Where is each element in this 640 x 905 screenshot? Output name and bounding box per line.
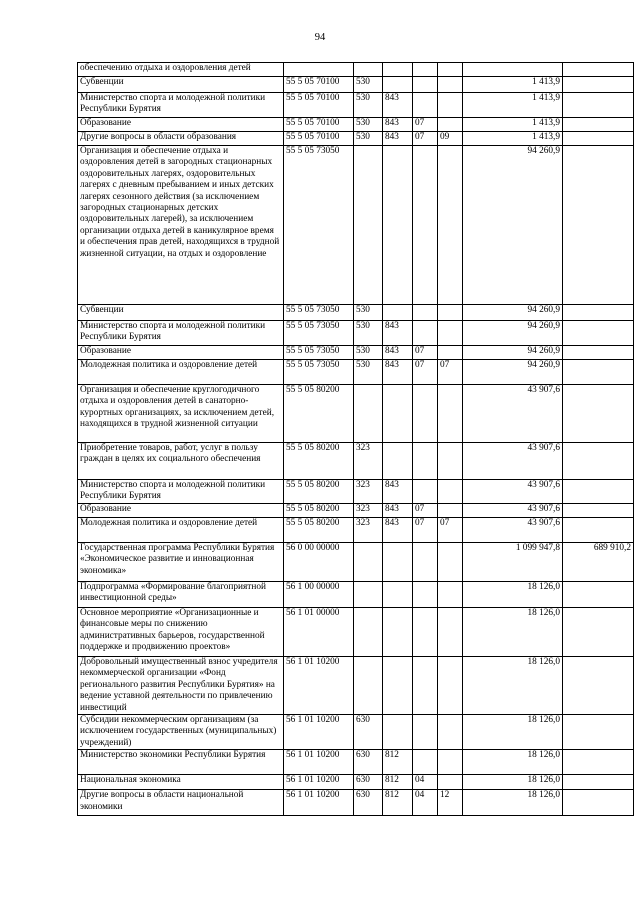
row-rz [413, 63, 438, 77]
row-pr [438, 321, 463, 346]
row-name: Национальная экономика [78, 775, 284, 790]
row-sum-2 [563, 118, 634, 132]
row-name: Организация и обеспечение отдыха и оздоровления детей в загородных стационарных оздоровительных лагерях, оздоровительных лагерях с дневным пребыванием и иных детских лагерях сезонного действия (за исключением загородных стационарных детских оздоровительных лагерей), за исключением организации отдыха детей в каникулярное время и обеспечения прав детей, находящихся в трудной жизненной ситуации, на отдых и оздоровление [78, 146, 284, 305]
row-pr [438, 504, 463, 518]
row-sum-2 [563, 775, 634, 790]
row-pr [438, 146, 463, 305]
row-csr: 55 5 05 80200 [284, 480, 354, 504]
row-name: Организация и обеспечение круглогодичного отдыха и оздоровления детей в санаторно-курортных организациях, за исключением детей, находящихся в трудной жизненной ситуации [78, 385, 284, 443]
row-sum-2 [563, 346, 634, 360]
row-name: Субвенции [78, 77, 284, 93]
row-rz: 07 [413, 132, 438, 146]
row-vr [354, 146, 383, 305]
row-grbs [383, 443, 413, 480]
row-sum-2 [563, 480, 634, 504]
row-sum-2: 689 910,2 [563, 543, 634, 582]
row-pr [438, 385, 463, 443]
row-rz [413, 146, 438, 305]
row-vr: 323 [354, 518, 383, 543]
row-sum-1: 18 126,0 [463, 750, 563, 775]
row-sum-1: 18 126,0 [463, 790, 563, 816]
row-csr: 55 5 05 70100 [284, 118, 354, 132]
row-name: Министерство спорта и молодежной политики Республики Бурятия [78, 321, 284, 346]
row-csr: 55 5 05 73050 [284, 346, 354, 360]
row-vr: 630 [354, 790, 383, 816]
row-vr [354, 608, 383, 657]
table-row [78, 63, 634, 77]
table-row [78, 715, 634, 750]
row-pr: 09 [438, 132, 463, 146]
row-rz [413, 608, 438, 657]
row-name: Министерство спорта и молодежной политики Республики Бурятия [78, 480, 284, 504]
row-pr [438, 608, 463, 657]
row-pr [438, 346, 463, 360]
row-csr: 55 5 05 70100 [284, 132, 354, 146]
table-row [78, 504, 634, 518]
row-pr: 07 [438, 360, 463, 385]
row-sum-2 [563, 77, 634, 93]
row-rz: 04 [413, 775, 438, 790]
table-row [78, 146, 634, 305]
table-row [78, 346, 634, 360]
table-row [78, 360, 634, 385]
row-sum-2 [563, 321, 634, 346]
row-vr [354, 582, 383, 608]
row-vr: 530 [354, 77, 383, 93]
row-pr [438, 305, 463, 321]
row-grbs [383, 543, 413, 582]
row-name: обеспечению отдыха и оздоровления детей [78, 63, 284, 77]
row-pr: 12 [438, 790, 463, 816]
row-sum-2 [563, 146, 634, 305]
row-rz: 07 [413, 118, 438, 132]
row-sum-2 [563, 518, 634, 543]
row-grbs [383, 305, 413, 321]
row-sum-1: 18 126,0 [463, 657, 563, 715]
row-vr [354, 385, 383, 443]
budget-table [77, 62, 634, 816]
row-sum-2 [563, 790, 634, 816]
row-csr: 56 1 01 10200 [284, 775, 354, 790]
row-csr: 55 5 05 70100 [284, 93, 354, 118]
row-grbs: 843 [383, 321, 413, 346]
row-rz: 07 [413, 360, 438, 385]
table-row [78, 118, 634, 132]
row-vr: 630 [354, 775, 383, 790]
row-sum-1: 43 907,6 [463, 385, 563, 443]
row-grbs [383, 608, 413, 657]
table-body [78, 63, 634, 816]
row-name: Добровольный имущественный взнос учредителя некоммерческой организации «Фонд регионального развития Республики Бурятия» на ведение уставной деятельности по привлечению инвестиций [78, 657, 284, 715]
row-sum-2 [563, 132, 634, 146]
table-row [78, 93, 634, 118]
row-rz: 07 [413, 346, 438, 360]
row-sum-1: 94 260,9 [463, 321, 563, 346]
row-rz [413, 77, 438, 93]
row-rz [413, 385, 438, 443]
table-row [78, 608, 634, 657]
row-vr: 530 [354, 132, 383, 146]
row-csr: 56 1 01 10200 [284, 657, 354, 715]
row-grbs [383, 582, 413, 608]
page-number: 94 [314, 32, 326, 43]
row-name: Молодежная политика и оздоровление детей [78, 360, 284, 385]
row-grbs: 843 [383, 93, 413, 118]
row-pr [438, 63, 463, 77]
table-row [78, 305, 634, 321]
row-rz: 04 [413, 790, 438, 816]
row-vr: 323 [354, 504, 383, 518]
row-sum-1: 1 413,9 [463, 93, 563, 118]
row-csr: 55 5 05 80200 [284, 385, 354, 443]
row-vr [354, 657, 383, 715]
row-pr [438, 775, 463, 790]
row-rz [413, 480, 438, 504]
row-grbs [383, 63, 413, 77]
row-csr: 56 1 01 10200 [284, 790, 354, 816]
table-row [78, 443, 634, 480]
row-pr [438, 715, 463, 750]
row-sum-1: 1 099 947,8 [463, 543, 563, 582]
row-vr: 530 [354, 360, 383, 385]
row-vr: 630 [354, 715, 383, 750]
row-csr: 56 1 01 10200 [284, 715, 354, 750]
row-sum-1: 94 260,9 [463, 305, 563, 321]
row-vr [354, 63, 383, 77]
row-sum-2 [563, 385, 634, 443]
row-grbs: 843 [383, 132, 413, 146]
row-grbs: 843 [383, 480, 413, 504]
row-pr: 07 [438, 518, 463, 543]
row-sum-1: 94 260,9 [463, 346, 563, 360]
row-sum-2 [563, 504, 634, 518]
row-sum-1: 1 413,9 [463, 132, 563, 146]
row-grbs: 843 [383, 360, 413, 385]
table-row [78, 775, 634, 790]
row-grbs [383, 657, 413, 715]
row-sum-2 [563, 360, 634, 385]
row-rz [413, 321, 438, 346]
row-name: Образование [78, 346, 284, 360]
row-pr [438, 443, 463, 480]
row-name: Образование [78, 118, 284, 132]
table-row [78, 132, 634, 146]
row-grbs: 843 [383, 118, 413, 132]
row-vr: 323 [354, 480, 383, 504]
row-name: Субвенции [78, 305, 284, 321]
row-sum-2 [563, 305, 634, 321]
row-name: Основное мероприятие «Организационные и финансовые меры по снижению административных барьеров, государственной поддержке и продвижению проектов» [78, 608, 284, 657]
row-sum-1: 43 907,6 [463, 480, 563, 504]
row-name: Молодежная политика и оздоровление детей [78, 518, 284, 543]
row-sum-2 [563, 93, 634, 118]
row-grbs: 843 [383, 504, 413, 518]
row-sum-1: 18 126,0 [463, 715, 563, 750]
row-rz [413, 582, 438, 608]
row-sum-1: 1 413,9 [463, 77, 563, 93]
row-pr [438, 93, 463, 118]
row-csr: 55 5 05 70100 [284, 77, 354, 93]
row-rz [413, 715, 438, 750]
row-vr: 530 [354, 321, 383, 346]
row-csr: 55 5 05 73050 [284, 360, 354, 385]
table-row [78, 77, 634, 93]
row-sum-2 [563, 63, 634, 77]
table-row [78, 321, 634, 346]
row-vr: 530 [354, 346, 383, 360]
row-rz: 07 [413, 518, 438, 543]
row-csr: 56 1 01 00000 [284, 608, 354, 657]
table-row [78, 518, 634, 543]
row-csr: 55 5 05 73050 [284, 146, 354, 305]
row-grbs [383, 715, 413, 750]
row-grbs: 843 [383, 518, 413, 543]
row-name: Подпрограмма «Формирование благоприятной инвестиционной среды» [78, 582, 284, 608]
row-sum-1: 94 260,9 [463, 360, 563, 385]
row-grbs: 843 [383, 346, 413, 360]
table-row [78, 790, 634, 816]
table-row [78, 385, 634, 443]
row-rz [413, 543, 438, 582]
row-pr [438, 480, 463, 504]
row-csr: 55 5 05 80200 [284, 504, 354, 518]
row-grbs [383, 77, 413, 93]
row-csr: 55 5 05 80200 [284, 443, 354, 480]
row-vr: 323 [354, 443, 383, 480]
row-pr [438, 750, 463, 775]
table-row [78, 582, 634, 608]
row-sum-1 [463, 63, 563, 77]
row-csr: 55 5 05 73050 [284, 321, 354, 346]
row-grbs: 812 [383, 775, 413, 790]
row-sum-2 [563, 750, 634, 775]
row-sum-2 [563, 657, 634, 715]
row-sum-1: 1 413,9 [463, 118, 563, 132]
row-sum-1: 18 126,0 [463, 582, 563, 608]
row-vr: 630 [354, 750, 383, 775]
row-sum-1: 94 260,9 [463, 146, 563, 305]
row-rz [413, 305, 438, 321]
row-grbs [383, 385, 413, 443]
row-name: Субсидии некоммерческим организациям (за исключением государственных (муниципальных) учреждений) [78, 715, 284, 750]
row-rz [413, 750, 438, 775]
row-grbs [383, 146, 413, 305]
row-csr: 56 1 00 00000 [284, 582, 354, 608]
row-name: Приобретение товаров, работ, услуг в пользу граждан в целях их социального обеспечения [78, 443, 284, 480]
row-csr: 56 0 00 00000 [284, 543, 354, 582]
row-name: Государственная программа Республики Бурятия «Экономическое развитие и инновационная экономика» [78, 543, 284, 582]
row-name: Министерство спорта и молодежной политики Республики Бурятия [78, 93, 284, 118]
row-pr [438, 657, 463, 715]
row-sum-1: 43 907,6 [463, 443, 563, 480]
table-row [78, 543, 634, 582]
row-sum-2 [563, 715, 634, 750]
table-row [78, 657, 634, 715]
row-pr [438, 543, 463, 582]
row-csr: 55 5 05 80200 [284, 518, 354, 543]
row-vr [354, 543, 383, 582]
row-vr: 530 [354, 118, 383, 132]
row-sum-2 [563, 582, 634, 608]
row-rz [413, 657, 438, 715]
row-name: Министерство экономики Республики Бурятия [78, 750, 284, 775]
row-grbs: 812 [383, 750, 413, 775]
row-rz [413, 443, 438, 480]
row-sum-2 [563, 608, 634, 657]
row-name: Другие вопросы в области образования [78, 132, 284, 146]
row-csr [284, 63, 354, 77]
row-rz [413, 93, 438, 118]
row-sum-2 [563, 443, 634, 480]
row-pr [438, 582, 463, 608]
table-row [78, 480, 634, 504]
row-sum-1: 43 907,6 [463, 504, 563, 518]
row-vr: 530 [354, 93, 383, 118]
row-name: Другие вопросы в области национальной экономики [78, 790, 284, 816]
row-vr: 530 [354, 305, 383, 321]
row-name: Образование [78, 504, 284, 518]
row-sum-1: 43 907,6 [463, 518, 563, 543]
row-csr: 55 5 05 73050 [284, 305, 354, 321]
row-rz: 07 [413, 504, 438, 518]
row-sum-1: 18 126,0 [463, 608, 563, 657]
row-sum-1: 18 126,0 [463, 775, 563, 790]
row-grbs: 812 [383, 790, 413, 816]
row-pr [438, 77, 463, 93]
row-csr: 56 1 01 10200 [284, 750, 354, 775]
row-pr [438, 118, 463, 132]
table-row [78, 750, 634, 775]
